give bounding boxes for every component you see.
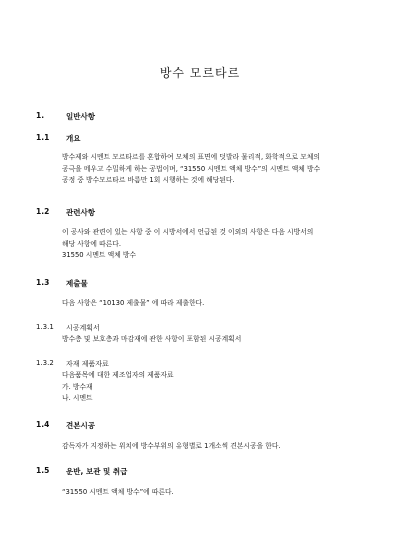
section-heading: 운반, 보관 및 취급 — [66, 467, 128, 476]
section-number: 1.1 — [36, 133, 50, 142]
paragraph-line: 공극을 메우고 수밀하게 하는 공법이며, “31550 시멘트 액체 방수”의 시멘트 액체 방수 — [62, 164, 321, 173]
paragraph-line: 공정 중 방수모르타르 바름만 1회 시행하는 것에 해당된다. — [62, 176, 235, 184]
paragraph-line: 방수제와 시멘트 모르타르를 혼합하여 모체의 표면에 덧발라 물리적, 화학적으로 모체의 — [62, 153, 320, 161]
paragraph-line: 이 공사와 관련이 있는 사항 중 이 시방서에서 언급된 것 이외의 사항은 다음 시방서의 — [62, 228, 314, 236]
section-paragraph — [62, 441, 362, 453]
section-paragraph — [62, 227, 362, 262]
section-number: 1. — [36, 111, 45, 120]
paragraph-line: “31550 시멘트 액체 방수”에 따른다. — [62, 488, 174, 496]
section-number: 1.4 — [36, 420, 50, 429]
section-heading: 개요 — [66, 134, 81, 143]
list-item: 나. 시멘트 — [62, 394, 93, 402]
section-number: 1.2 — [36, 207, 50, 216]
paragraph-line: 다음품목에 대한 제조업자의 제품자료 — [62, 371, 174, 379]
section-heading: 관련사항 — [66, 208, 95, 217]
subsection-number: 1.3.1 — [36, 323, 54, 331]
section-number: 1.5 — [36, 466, 50, 475]
subsection-number: 1.3.2 — [36, 359, 54, 367]
section-number: 1.3 — [36, 278, 50, 287]
subsection-heading: 시공계획서 — [66, 324, 100, 332]
subsection-heading: 자재 제품자료 — [66, 360, 109, 368]
section-paragraph — [62, 487, 362, 499]
paragraph-line: 방수층 및 보호층과 마감재에 관한 사항이 포함된 시공계획서 — [62, 335, 242, 343]
paragraph-line: 31550 시멘트 액체 방수 — [62, 251, 137, 259]
section-paragraph — [62, 334, 362, 346]
list-item: 가. 방수재 — [62, 382, 93, 391]
paragraph-line: 해당 사항에 따른다. — [62, 239, 122, 248]
section-heading: 견본시공 — [66, 421, 95, 430]
section-paragraph — [62, 370, 362, 405]
section-heading: 제출물 — [66, 279, 88, 288]
paragraph-line: 감독자가 지정하는 위치에 방수부위의 유형별로 1개소씩 견본시공을 한다. — [62, 442, 281, 450]
section-paragraph — [62, 298, 362, 310]
paragraph-line: 다음 사항은 “10130 제출물” 에 따라 제출한다. — [62, 299, 205, 307]
document-title: 방수 모르타르 — [159, 66, 241, 80]
section-paragraph — [62, 152, 362, 187]
section-heading: 일반사항 — [66, 112, 95, 121]
